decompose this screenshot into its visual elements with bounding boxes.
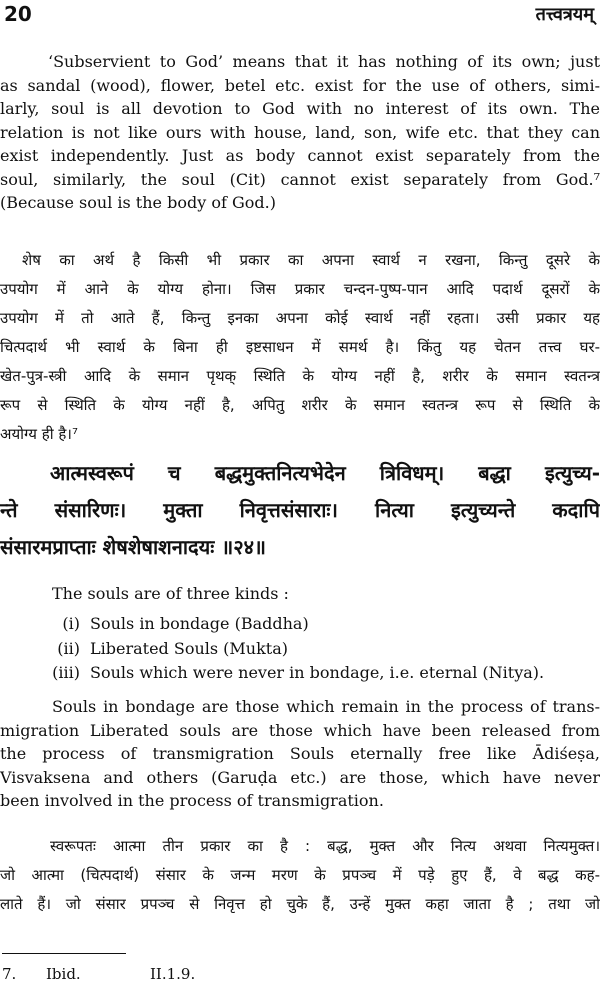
sanskrit-sutra bbox=[0, 455, 600, 566]
text-line: उपयोग में आने के योग्य होना। जिस प्रकार चन्दन-पुष्प-पान आदि पदार्थ दूसरों के bbox=[0, 280, 600, 298]
text-line: उपयोग में तो आते हैं, किन्तु इनका अपना कोई स्वार्थ नहीं रहता। उसी प्रकार यह bbox=[0, 309, 600, 327]
running-title: तत्त्वत्रयम् bbox=[535, 4, 594, 25]
text-line: लाते हैं। जो संसार प्रपञ्च से निवृत्त हो चुके हैं, उन्हें मुक्त कहा जाता है ; तथा जो bbox=[0, 895, 600, 913]
text-line: Souls in bondage are those which remain in the process of trans- bbox=[52, 697, 600, 716]
text-line: as sandal (wood), flower, betel etc. exist for the use of others, simi- bbox=[0, 75, 600, 95]
list-text: Souls in bondage (Baddha) bbox=[90, 614, 309, 633]
text-line: रूप से स्थिति के योग्य नहीं है, अपितु शरीर के समान स्वतन्त्र रूप से स्थिति के bbox=[0, 396, 600, 414]
list-text: Souls which were never in bondage, i.e. eternal (Nitya). bbox=[90, 663, 545, 682]
text-line: relation is not like ours with house, land, son, wife etc. that they can bbox=[0, 122, 600, 142]
kinds-intro: The souls are of three kinds : bbox=[52, 584, 289, 603]
page-number: 20 bbox=[4, 2, 32, 26]
text-line: (Because soul is the body of God.) bbox=[0, 193, 276, 212]
text-line: larly, soul is all devotion to God with no interest of its own. The bbox=[0, 99, 600, 118]
footnote-number: 7. bbox=[2, 965, 17, 983]
text-line: the process of transmigration Souls eternally free like Ādiśeṣa, bbox=[0, 744, 600, 763]
english-paragraph-2 bbox=[0, 695, 600, 813]
footnote-source: Ibid. bbox=[46, 965, 81, 983]
hindi-paragraph-2 bbox=[0, 832, 600, 919]
hindi-paragraph-1 bbox=[0, 246, 600, 449]
text-line: चित्पदार्थ भी स्वार्थ के बिना ही इष्टसाधन में समर्थ है। किंतु यह चेतन तत्त्व घर- bbox=[0, 338, 600, 356]
text-line: जो आत्मा (चित्पदार्थ) संसार के जन्म मरण के प्रपञ्च में पड़े हुए हैं, वे बद्ध कह- bbox=[0, 866, 600, 884]
english-paragraph-1 bbox=[0, 50, 600, 215]
text-line: खेत-पुत्र-स्त्री आदि के समान पृथक् स्थिति के योग्य नहीं है, शरीर के समान स्वतन्त्र bbox=[0, 367, 600, 385]
list-number: (ii) bbox=[57, 639, 80, 658]
footnote-reference: II.1.9. bbox=[150, 965, 196, 983]
text-line: soul, similarly, the soul (Cit) cannot exist separately from God.⁷ bbox=[0, 169, 600, 189]
text-line: शेष का अर्थ है किसी भी प्रकार का अपना स्वार्थ न रखना, किन्तु दूसरे के bbox=[22, 251, 600, 269]
text-line: ‘Subservient to God’ means that it has nothing of its own; just bbox=[48, 52, 600, 71]
list-number: (i) bbox=[62, 614, 80, 633]
text-line: अयोग्य ही है।⁷ bbox=[0, 425, 79, 443]
text-line: Visvaksena and others (Garuḍa etc.) are those, which have never bbox=[0, 767, 600, 787]
footnote-rule bbox=[2, 953, 126, 954]
verse-line: न्ते संसारिणः। मुक्ता निवृत्तसंसाराः। नित्या इत्युच्यन्ते कदापि bbox=[0, 498, 600, 522]
text-line: exist independently. Just as body cannot exist separately from the bbox=[0, 146, 600, 165]
text-line: स्वरूपतः आत्मा तीन प्रकार का है : बद्ध, मुक्त और नित्य अथवा नित्यमुक्त। bbox=[50, 837, 600, 855]
text-line: migration Liberated souls are those which have been released from bbox=[0, 720, 600, 740]
footnote bbox=[2, 965, 195, 983]
list-text: Liberated Souls (Mukta) bbox=[90, 639, 289, 658]
list-number: (iii) bbox=[52, 663, 80, 682]
verse-line: संसारमप्राप्ताः शेषशेषाशनादयः ॥२४॥ bbox=[0, 535, 267, 559]
verse-line: आत्मस्वरूपं च बद्धमुक्तनित्यभेदेन त्रिविधम्। बद्धा इत्युच्य- bbox=[50, 461, 600, 485]
running-head bbox=[4, 2, 594, 32]
text-line: been involved in the process of transmigration. bbox=[0, 791, 384, 810]
